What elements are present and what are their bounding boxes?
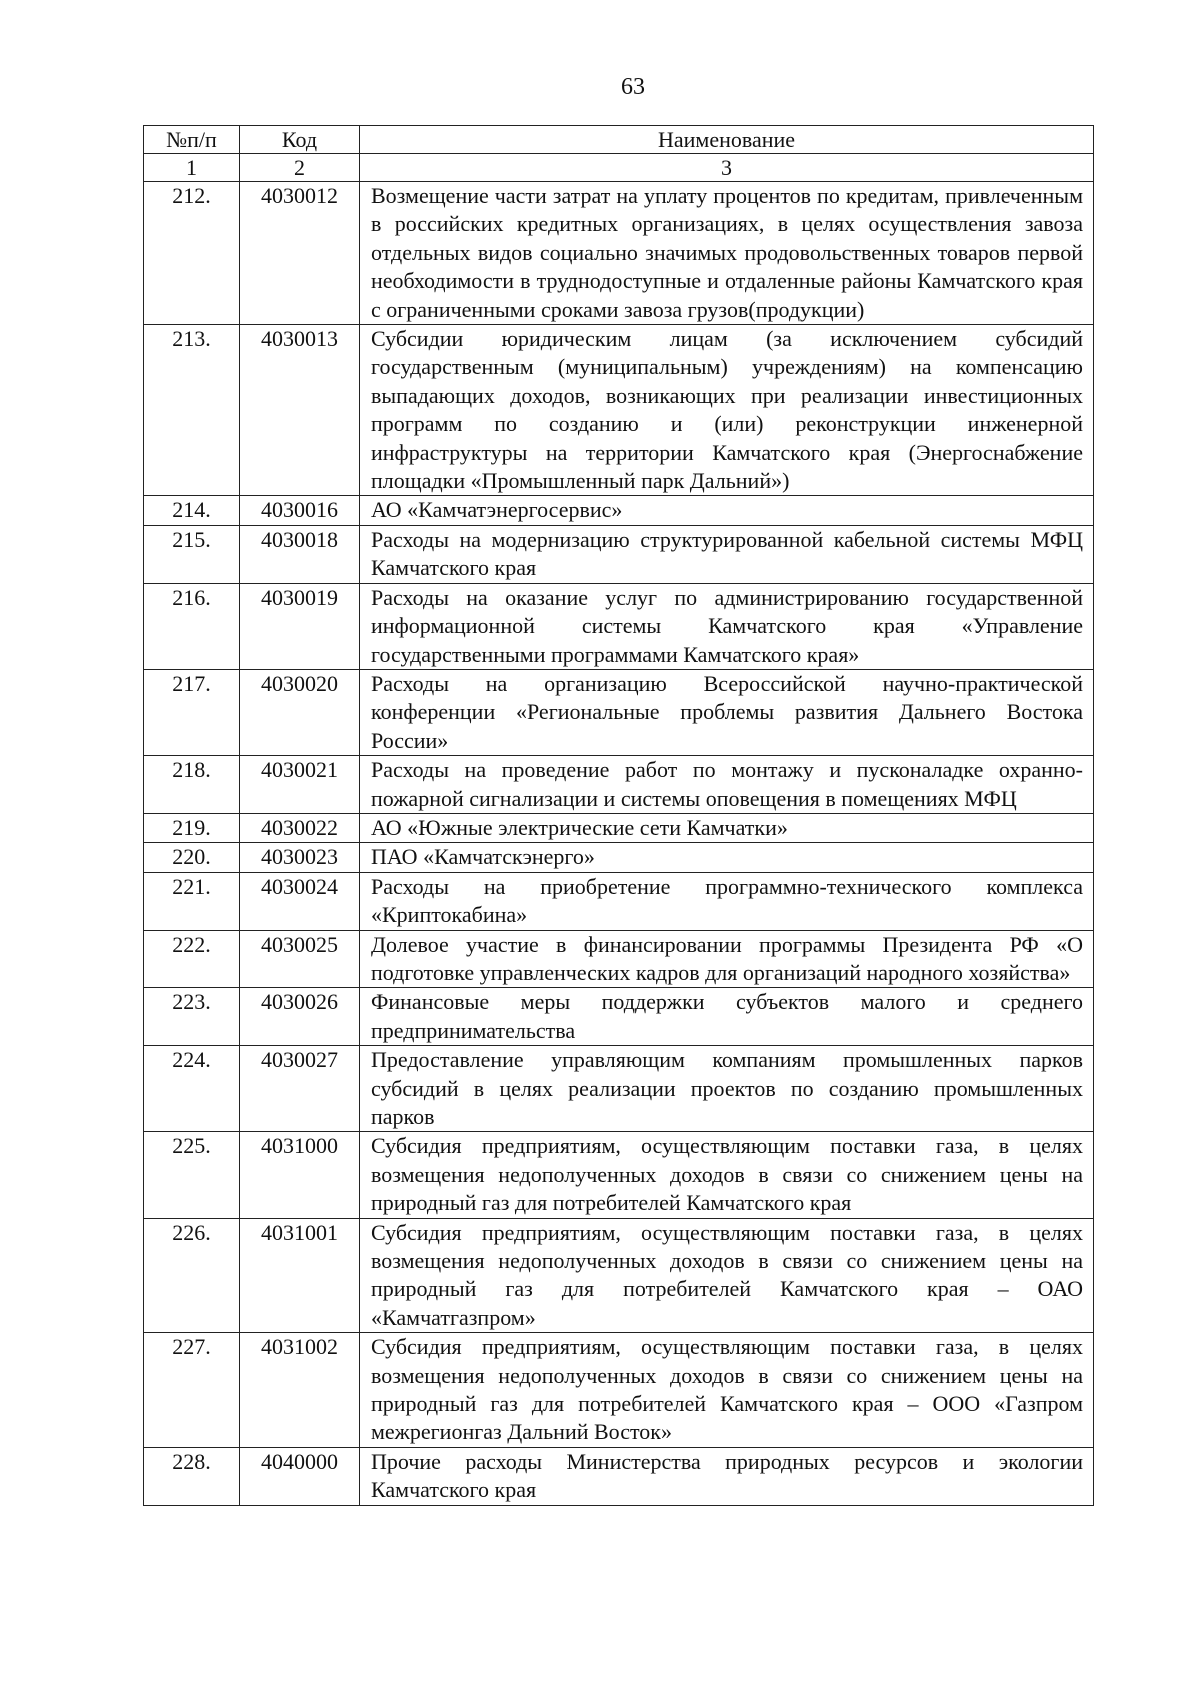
- table-row: [144, 1447, 1094, 1505]
- header-name: Наименование: [360, 126, 1094, 154]
- page-number: 63: [621, 74, 645, 100]
- row-code: 4030026: [240, 988, 360, 1046]
- row-number: 224.: [144, 1046, 240, 1132]
- row-number: 217.: [144, 669, 240, 755]
- row-name: Предоставление управляющим компаниям промышленных парков субсидий в целях реализации проектов по созданию промышленных парков: [360, 1046, 1094, 1132]
- row-number: 220.: [144, 843, 240, 872]
- row-code: 4040000: [240, 1447, 360, 1505]
- row-name: АО «Южные электрические сети Камчатки»: [360, 813, 1094, 842]
- row-name: Расходы на проведение работ по монтажу и пусконаладке охранно-пожарной сигнализации и системы оповещения в помещениях МФЦ: [360, 756, 1094, 814]
- table-row: [144, 325, 1094, 496]
- row-number: 219.: [144, 813, 240, 842]
- row-code: 4030019: [240, 583, 360, 669]
- row-number: 227.: [144, 1333, 240, 1448]
- row-name: Финансовые меры поддержки субъектов малого и среднего предпринимательства: [360, 988, 1094, 1046]
- table-row: [144, 988, 1094, 1046]
- row-number: 228.: [144, 1447, 240, 1505]
- table-row: [144, 1218, 1094, 1333]
- row-name: Возмещение части затрат на уплату процентов по кредитам, привлеченным в российских кредитных организациях, в целях осуществления завоза отдельных видов социально значимых продовольственных товаров первой необходимости в труднодоступные и отдаленные районы Камчатского края с ограниченными сроками завоза грузов(продукции): [360, 182, 1094, 325]
- row-number: 222.: [144, 930, 240, 988]
- column-number-row: [144, 154, 1094, 182]
- row-number: 223.: [144, 988, 240, 1046]
- header-number: №п/п: [144, 126, 240, 154]
- column-number-2: 2: [240, 154, 360, 182]
- table-row: [144, 525, 1094, 583]
- row-code: 4030024: [240, 872, 360, 930]
- row-code: 4030018: [240, 525, 360, 583]
- table-row: [144, 669, 1094, 755]
- row-name: Расходы на оказание услуг по администрированию государственной информационной системы Камчатского края «Управление государственными программами Камчатского края»: [360, 583, 1094, 669]
- row-name: Субсидия предприятиям, осуществляющим поставки газа, в целях возмещения недополученных доходов в связи со снижением цены на природный газ для потребителей Камчатского края – ОАО «Камчатгазпром»: [360, 1218, 1094, 1333]
- table-row: [144, 930, 1094, 988]
- row-code: 4030020: [240, 669, 360, 755]
- row-code: 4031001: [240, 1218, 360, 1333]
- row-code: 4030023: [240, 843, 360, 872]
- table-row: [144, 813, 1094, 842]
- row-name: Субсидия предприятиям, осуществляющим поставки газа, в целях возмещения недополученных доходов в связи со снижением цены на природный газ для потребителей Камчатского края – ООО «Газпром межрегионгаз Дальний Восток»: [360, 1333, 1094, 1448]
- column-number-3: 3: [360, 154, 1094, 182]
- row-code: 4030012: [240, 182, 360, 325]
- table-row: [144, 872, 1094, 930]
- table-row: [144, 1046, 1094, 1132]
- table-header-row: [144, 126, 1094, 154]
- row-name: Прочие расходы Министерства природных ресурсов и экологии Камчатского края: [360, 1447, 1094, 1505]
- row-code: 4030016: [240, 496, 360, 525]
- row-code: 4031002: [240, 1333, 360, 1448]
- row-number: 214.: [144, 496, 240, 525]
- row-number: 221.: [144, 872, 240, 930]
- row-number: 212.: [144, 182, 240, 325]
- row-code: 4030021: [240, 756, 360, 814]
- header-code: Код: [240, 126, 360, 154]
- table-row: [144, 843, 1094, 872]
- row-code: 4030022: [240, 813, 360, 842]
- table-row: [144, 182, 1094, 325]
- row-number: 225.: [144, 1132, 240, 1218]
- row-code: 4031000: [240, 1132, 360, 1218]
- row-name: ПАО «Камчатскэнерго»: [360, 843, 1094, 872]
- row-name: Расходы на приобретение программно-технического комплекса «Криптокабина»: [360, 872, 1094, 930]
- row-code: 4030027: [240, 1046, 360, 1132]
- row-name: Расходы на модернизацию структурированной кабельной системы МФЦ Камчатского края: [360, 525, 1094, 583]
- row-code: 4030013: [240, 325, 360, 496]
- row-number: 226.: [144, 1218, 240, 1333]
- row-number: 215.: [144, 525, 240, 583]
- table-row: [144, 1333, 1094, 1448]
- row-number: 216.: [144, 583, 240, 669]
- table-row: [144, 1132, 1094, 1218]
- budget-code-table: [143, 125, 1094, 1506]
- row-code: 4030025: [240, 930, 360, 988]
- table-row: [144, 496, 1094, 525]
- row-name: Субсидии юридическим лицам (за исключением субсидий государственным (муниципальным) учреждениям) на компенсацию выпадающих доходов, возникающих при реализации инвестиционных программ по созданию и (или) реконструкции инженерной инфраструктуры на территории Камчатского края (Энергоснабжение площадки «Промышленный парк Дальний»): [360, 325, 1094, 496]
- row-name: АО «Камчатэнергосервис»: [360, 496, 1094, 525]
- column-number-1: 1: [144, 154, 240, 182]
- table-row: [144, 756, 1094, 814]
- row-number: 218.: [144, 756, 240, 814]
- row-name: Субсидия предприятиям, осуществляющим поставки газа, в целях возмещения недополученных доходов в связи со снижением цены на природный газ для потребителей Камчатского края: [360, 1132, 1094, 1218]
- row-number: 213.: [144, 325, 240, 496]
- row-name: Долевое участие в финансировании программы Президента РФ «О подготовке управленческих кадров для организаций народного хозяйства»: [360, 930, 1094, 988]
- table-row: [144, 583, 1094, 669]
- row-name: Расходы на организацию Всероссийской научно-практической конференции «Региональные проблемы развития Дальнего Востока России»: [360, 669, 1094, 755]
